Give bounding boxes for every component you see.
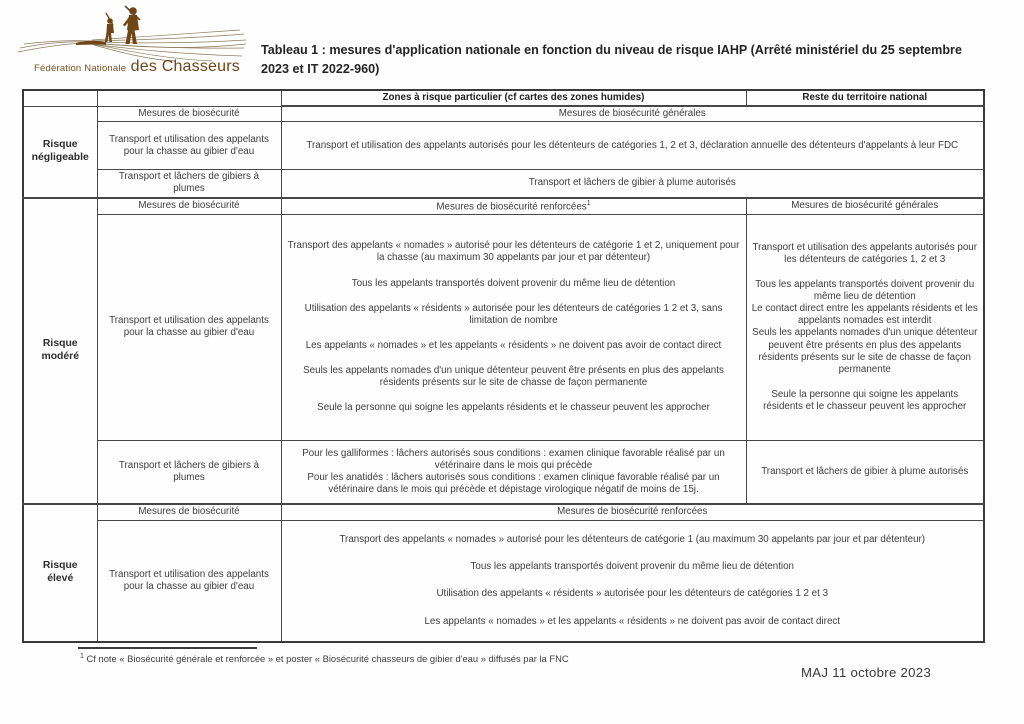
eleve-transport-label: Transport et utilisation des appelants pour la chasse au gibier d'eau <box>97 520 281 642</box>
paragraph: Les appelants « nomades » et les appelants « résidents » ne doivent pas avoir de contact direct <box>305 340 722 352</box>
footnote-text: Cf note « Biosécurité générale et renforcée » et poster « Biosécurité chasseurs de gibier d'eau » diffusés par la FNC <box>83 653 569 665</box>
paragraph: Tous les appelants transportés doivent provenir du même lieu de détention <box>470 561 794 573</box>
paragraph: Utilisation des appelants « résidents » autorisée pour les détenteurs de catégories 1 2 et 3 <box>436 588 829 600</box>
modere-lachers-row <box>23 440 984 504</box>
header-blank-2 <box>97 90 281 106</box>
footnote-sup: 1 <box>80 653 84 660</box>
paragraph: Seuls les appelants nomades d'un unique détenteur peuvent être présents en plus des appelants résidents présents sur le site de chasse de façon permanente <box>752 327 978 375</box>
eleve-mesures-value: Mesures de biosécurité renforcées <box>281 504 984 520</box>
modere-lachers-reste: Transport et lâchers de gibier à plume autorisés <box>746 440 984 504</box>
risk-level-eleve: Risque élevé <box>23 504 97 642</box>
negligeable-transport-row <box>23 122 984 170</box>
paragraph: Seule la personne qui soigne les appelants résidents et le chasseur peuvent les approcher <box>763 389 967 413</box>
paragraph: Pour les galliformes : lâchers autorisés sous conditions : examen clinique favorable réalisé par un vétérinaire dans le mois qui précède <box>302 447 725 472</box>
footnote-marker: 1 <box>586 199 591 207</box>
measures-table <box>22 89 985 643</box>
paragraph: Seule la personne qui soigne les appelants résidents et le chasseur peuvent les approcher <box>317 402 710 414</box>
header-row <box>23 90 984 106</box>
negligeable-mesures-row <box>23 106 984 122</box>
column-header-zones: Zones à risque particulier (cf cartes des zones humides) <box>281 90 746 106</box>
negligeable-transport-value: Transport et utilisation des appelants autorisés pour les détenteurs de catégories 1, 2 et 3, déclaration annuelle des détenteurs d'appelants à leur FDC <box>281 122 984 170</box>
document-title: Tableau 1 : mesures d'application nationale en fonction du niveau de risque IAHP (Arrêté ministériel du 25 septembre 2023 et IT 2022-960) <box>261 43 962 76</box>
modere-transport-zones <box>281 214 746 440</box>
fnc-logo <box>16 4 248 76</box>
modere-mesures-zones <box>281 198 746 215</box>
paragraph: Transport et utilisation des appelants autorisés pour les détenteurs de catégories 1, 2 et 3 <box>752 241 978 265</box>
eleve-mesures-label: Mesures de biosécurité <box>97 504 281 520</box>
modere-mesures-row <box>23 198 984 215</box>
negligeable-lachers-label: Transport et lâchers de gibiers à plumes <box>97 170 281 198</box>
paragraph: Tous les appelants transportés doivent provenir du même lieu de détention <box>351 277 676 289</box>
header-blank-1 <box>23 90 97 106</box>
negligeable-mesures-value: Mesures de biosécurité générales <box>281 106 984 122</box>
modere-transport-reste <box>746 214 984 440</box>
eleve-mesures-row <box>23 504 984 520</box>
modere-transport-row <box>23 214 984 440</box>
modere-lachers-zones <box>281 440 746 504</box>
paragraph: Pour les anatidés : lâchers autorisés sous conditions : examen clinique favorable réalisé par un vétérinaire dans le mois qui précède et dépistage virologique négatif de moins de 15j. <box>307 472 720 496</box>
modere-mesures-reste: Mesures de biosécurité générales <box>746 198 984 215</box>
update-date: MAJ 11 octobre 2023 <box>801 665 932 680</box>
negligeable-lachers-value: Transport et lâchers de gibier à plume autorisés <box>281 170 984 198</box>
paragraph: Le contact direct entre les appelants résidents et les appelants nomades est interdit <box>751 303 978 327</box>
column-header-reste: Reste du territoire national <box>746 90 984 106</box>
modere-transport-label: Transport et utilisation des appelants pour la chasse au gibier d'eau <box>97 214 281 440</box>
risk-level-modere: Risque modéré <box>23 198 97 505</box>
modere-mesures-label: Mesures de biosécurité <box>97 198 281 215</box>
paragraph: Seuls les appelants nomades d'un unique détenteur peuvent être présents en plus des appelants résidents présents sur le site de chasse de façon permanente <box>303 365 724 389</box>
paragraph: Utilisation des appelants « résidents » autorisée pour les détenteurs de catégories 1 2 et 3, sans limitation de nombre <box>304 302 723 326</box>
paragraph: Transport des appelants « nomades » autorisé pour les détenteurs de catégorie 1 et 2, uniquement pour la chasse (au maximum 30 appelants par jour et par détenteur) <box>287 240 740 264</box>
footnote-divider <box>78 647 257 649</box>
logo-text-small: Fédération Nationale <box>34 63 127 74</box>
modere-lachers-label: Transport et lâchers de gibiers à plumes <box>97 440 281 504</box>
logo-wordmark <box>16 58 248 76</box>
footnote <box>80 653 569 664</box>
eleve-transport-value <box>281 520 984 642</box>
eleve-transport-row <box>23 520 984 642</box>
paragraph: Transport des appelants « nomades » autorisé pour les détenteurs de catégorie 1 (au maximum 30 appelants par jour et par détenteur) <box>339 534 926 546</box>
negligeable-lachers-row <box>23 170 984 198</box>
paragraph: Les appelants « nomades » et les appelants « résidents » ne doivent pas avoir de contact direct <box>424 615 841 627</box>
negligeable-transport-label: Transport et utilisation des appelants pour la chasse au gibier d'eau <box>97 122 281 170</box>
negligeable-mesures-label: Mesures de biosécurité <box>97 106 281 122</box>
logo-text-large: des Chasseurs <box>130 58 240 75</box>
paragraph: Tous les appelants transportés doivent provenir du même lieu de détention <box>755 278 975 303</box>
risk-level-negligeable: Risque négligeable <box>23 106 97 197</box>
hunters-field-icon <box>16 4 248 62</box>
modere-mesures-zones-text: Mesures de biosécurité renforcées <box>436 200 587 212</box>
